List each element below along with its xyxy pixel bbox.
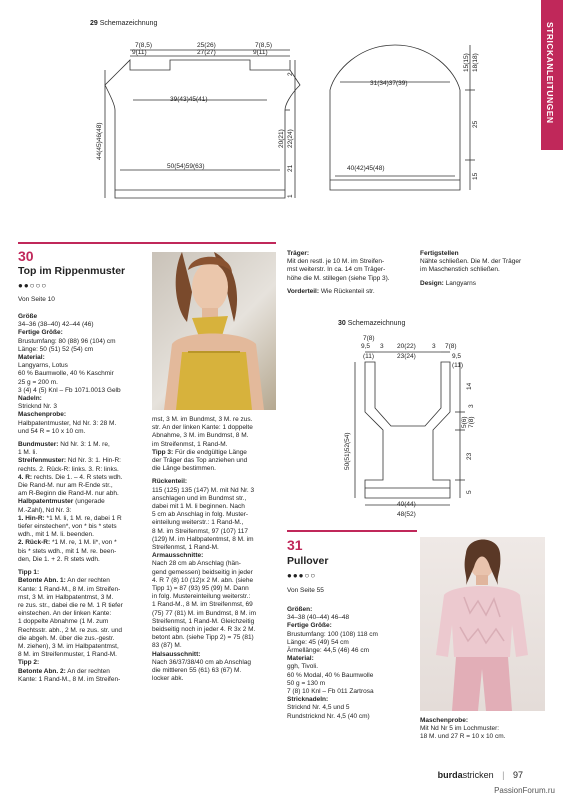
- text-line-body: Nähte schließen. Die M. der Träger: [420, 258, 522, 266]
- text-line: [18, 482, 150, 490]
- text-line-body: An der rechten: [65, 577, 110, 585]
- text-line-bold: Größe: [18, 313, 38, 320]
- text-line: [420, 250, 545, 258]
- text-line: [18, 668, 150, 676]
- text-line-body: 1 Rand-M., 8 M. im Streifenmst, 69: [152, 601, 253, 609]
- s29-sr1b: 18(18): [472, 53, 479, 72]
- text-line: [152, 457, 276, 465]
- text-line-bold: Halsausschnitt:: [152, 650, 201, 658]
- text-line-body: 8 M. im Streifenmst, 97 (107) 117: [152, 527, 248, 535]
- text-line: [152, 416, 276, 424]
- s30-b1: 40(44): [397, 501, 416, 508]
- schema-29-title: 29 Schemazeichnung: [90, 20, 158, 27]
- text-line-bold: Tipp 3:: [152, 448, 174, 456]
- text-line: [420, 266, 545, 274]
- article-30-col4: [420, 250, 545, 288]
- text-line: [18, 449, 150, 457]
- text-line-body: An der rechten: [65, 667, 110, 675]
- s29-cap: 31(34)37(39): [370, 80, 408, 87]
- text-line-body: bis * stets wdh., mit 1 M. re. been-: [18, 547, 117, 555]
- schema-29-drawing: [85, 30, 525, 230]
- s29-tr-a: 7(8,5): [255, 42, 272, 49]
- text-line-body: rechts. Die 1. – 4. R stets wdh.: [32, 473, 123, 481]
- text-line: [18, 498, 150, 506]
- text-line: [152, 634, 276, 642]
- s30-t3: (11): [363, 353, 375, 360]
- text-line: [18, 313, 150, 321]
- text-line: [152, 667, 276, 675]
- s29-tm-b: 27(27): [197, 49, 216, 56]
- text-line-bold: Fertige Größe:: [18, 329, 63, 337]
- text-line-body: (75) 77 (81) M. im Bundmst, 8 M. im: [152, 609, 257, 617]
- article-30-col1: [18, 313, 150, 684]
- text-line-body: mst, 3 M. im Halbpatentmst, 3 M.: [18, 593, 114, 601]
- text-line: [287, 655, 417, 663]
- s30-r3: 23: [466, 452, 473, 460]
- text-line: [287, 713, 417, 721]
- section-tab: [541, 0, 563, 150]
- text-line: [18, 338, 150, 346]
- text-line: [18, 676, 150, 684]
- text-line-body: Länge: 45 (49) 54 cm: [287, 638, 349, 646]
- schema-30-drawing: [335, 330, 525, 520]
- text-line-body: 1 M. li.: [18, 449, 38, 457]
- text-line-bold: Größen:: [287, 606, 313, 613]
- text-line: [287, 696, 417, 704]
- text-line: [152, 601, 276, 609]
- text-line: [18, 403, 150, 411]
- text-line: [18, 556, 150, 564]
- text-line-body: 60 % Baumwolle, 40 % Kaschmir: [18, 370, 114, 378]
- s29-left-h: 44(45)46(48): [96, 122, 103, 160]
- text-line: [18, 651, 150, 659]
- text-line: [18, 474, 150, 482]
- article-31-right: [420, 717, 545, 742]
- text-line-body: die abgeh. M. über die zus.-gestr.: [18, 634, 115, 642]
- text-line: [287, 704, 417, 712]
- photo-top-woman: [152, 252, 276, 410]
- text-line-body: beidseitig noch in jeder 4. R 3x 2 M.: [152, 626, 256, 634]
- s29-tl-b: 9(11): [132, 49, 147, 56]
- text-line: [152, 626, 276, 634]
- s30-t2: 9,5: [361, 343, 371, 350]
- text-line: [420, 717, 545, 725]
- text-line-body: Streifenmst, 1 Rand-M.: [152, 544, 219, 552]
- text-line-body: dabei mit 1 M. li beginnen. Nach: [152, 503, 245, 511]
- text-line: [152, 465, 276, 473]
- text-line: [18, 586, 150, 594]
- text-line: [18, 395, 150, 403]
- text-line: [420, 733, 545, 741]
- text-line-body: gend gemessen) beidseitig in jeder: [152, 568, 253, 576]
- text-line: [18, 420, 150, 428]
- photo-pullover-illustration: [420, 537, 545, 711]
- text-line-body: Ärmellänge: 44,5 (46) 46 cm: [287, 647, 370, 655]
- text-line-body: der Träger das Top anziehen und: [152, 457, 248, 465]
- text-line-body: höhe die M. stillegen (siehe Tipp 3).: [287, 274, 390, 282]
- text-line: [152, 544, 276, 552]
- article-30-number: 30: [18, 248, 34, 264]
- text-line-body: den, Die 1. + 2. R stets wdh.: [18, 555, 100, 563]
- text-line: [18, 411, 150, 419]
- text-line-body: locker abk.: [152, 675, 184, 683]
- text-line-body: Langyarns, Lotus: [18, 362, 68, 370]
- s30-t9: 9,5: [452, 353, 462, 360]
- text-line-body: Mit den restl. je 10 M. im Streifen-: [287, 258, 385, 266]
- text-line-body: wdh., mit 1 M. li. beenden.: [18, 531, 94, 539]
- article-30-difficulty: ●●○○○: [18, 281, 48, 290]
- text-line: [287, 275, 417, 283]
- text-line: [287, 606, 417, 614]
- text-line-body: M.-Zahl), Nd Nr. 3:: [18, 506, 72, 514]
- text-line: [287, 688, 417, 696]
- text-line: [18, 577, 150, 585]
- s30-t10: (11): [452, 362, 464, 369]
- text-line-bold: 4. R:: [18, 473, 33, 481]
- text-line: [287, 663, 417, 671]
- text-line-bold: 1. Hin-R:: [18, 514, 45, 522]
- text-line-body: Tipp 1) = 87 (93) 95 (99) M. Dann: [152, 585, 249, 593]
- text-line-body: mst, 3 M. im Bundmst, 3 M. re zus.: [152, 416, 253, 423]
- text-line-body: im Maschenstich schließen.: [420, 266, 500, 274]
- text-line-bold: Fertigstellen: [420, 250, 459, 257]
- text-line-body: Brustumfang: 100 (108) 118 cm: [287, 630, 378, 638]
- text-line-body: Rundstricknd Nr. 4,5 (40 cm): [287, 712, 370, 720]
- photo-pullover-woman: [420, 537, 545, 711]
- s30-t8: 7(8): [445, 343, 457, 350]
- text-line-body: 3 (4) 4 (5) Knl – Fb 1071.0013 Gelb: [18, 386, 121, 394]
- text-line-body: Stricknd Nr. 3: [18, 403, 58, 411]
- s30-r2a: 5(6): [461, 416, 468, 428]
- text-line: [287, 672, 417, 680]
- text-line-bold: 2. Rück-R:: [18, 539, 51, 547]
- photo-top-illustration: [152, 252, 276, 410]
- text-line-body: Nach 28 cm ab Anschlag (hän-: [152, 560, 241, 568]
- text-line: [287, 639, 417, 647]
- watermark: PassionForum.ru: [494, 786, 555, 795]
- s30-r2b: 7(8): [468, 416, 475, 428]
- text-line-body: anschlagen und im Bundmst str.,: [152, 494, 247, 502]
- text-line: [18, 548, 150, 556]
- text-line: [152, 519, 276, 527]
- text-line-bold: Tipp 2:: [18, 659, 40, 667]
- s29-hem: 50(54)59(63): [167, 163, 205, 170]
- text-line: [18, 507, 150, 515]
- text-line-body: 7 (8) 10 Knl – Fb 011 Zartrosa: [287, 688, 374, 696]
- s30-t4: 3: [380, 343, 384, 350]
- text-line-body: Wie Rückenteil str.: [319, 287, 375, 295]
- text-line: [18, 428, 150, 436]
- s29-r2b: 22(24): [287, 129, 294, 148]
- text-line-bold: Halbpatentmuster: [18, 498, 74, 506]
- s29-r2a: 20(21): [278, 129, 285, 148]
- text-line-body: 8 M. im Streifenmuster, 1 Rand-M.: [18, 651, 117, 659]
- text-line: [18, 659, 150, 667]
- text-line-body: einteilung weiterstr.: 1 Rand-M.,: [152, 519, 244, 527]
- text-line-bold: Rückenteil:: [152, 478, 188, 486]
- text-line: [152, 441, 276, 449]
- text-line: [152, 552, 276, 560]
- text-line: [152, 618, 276, 626]
- text-line-bold: Tipp 1:: [18, 569, 40, 577]
- text-line-body: mst weiterstr. In ca. 14 cm Träger-: [287, 266, 386, 274]
- text-line-bold: Armausschnitte:: [152, 552, 204, 560]
- text-line-body: Länge: 50 (51) 52 (54) cm: [18, 345, 94, 353]
- article-31-difficulty: ●●●○○: [287, 571, 317, 580]
- article-31-number: 31: [287, 537, 303, 553]
- text-line-body: betont abn. (siehe Tipp 2) = 75 (81): [152, 634, 254, 642]
- text-line: [287, 680, 417, 688]
- article-30-col2: [152, 416, 276, 684]
- text-line-body: tiefer einstechen*, von * bis * stets: [18, 523, 117, 531]
- text-line-body: am R-Beginn die Rand-M. nur abh.: [18, 490, 119, 498]
- text-line: [18, 387, 150, 395]
- text-line-body: re zus. str., dabei die re M. 1 R tiefer: [18, 601, 123, 609]
- text-line: [152, 651, 276, 659]
- text-line-body: 18 M. und 27 R = 10 x 10 cm.: [420, 733, 506, 741]
- s29-r1: 2: [287, 72, 294, 76]
- text-line-body: 25 g = 200 m.: [18, 378, 58, 386]
- text-line-bold: Maschenprobe:: [18, 411, 67, 419]
- s29-sr3: 15: [472, 172, 479, 180]
- text-line: [152, 642, 276, 650]
- text-line-body: 83 (87) M.: [152, 642, 182, 650]
- s29-cuff: 40(42)45(48): [347, 165, 385, 172]
- text-line: [287, 614, 417, 622]
- text-line: [287, 631, 417, 639]
- text-line-body: 50 g = 130 m: [287, 679, 326, 687]
- text-line: [18, 515, 150, 523]
- s29-tl-a: 7(8,5): [135, 42, 152, 49]
- text-line: [152, 503, 276, 511]
- text-line-body: 115 (125) 135 (147) M. mit Nd Nr. 3: [152, 486, 255, 494]
- text-line: [420, 258, 545, 266]
- footer-brand-rest: stricken: [462, 770, 494, 780]
- text-line: [287, 288, 417, 296]
- text-line-body: M. ziehen), 3 M. im Halbpatentmst,: [18, 642, 119, 650]
- text-line-bold: Streifenmuster:: [18, 457, 67, 465]
- text-line-body: *1 M. re, 1 M. li*, von *: [50, 539, 117, 547]
- text-line: [420, 725, 545, 733]
- text-line-body: ggh, Tivoli.: [287, 663, 319, 671]
- rule-31: [287, 530, 417, 532]
- text-line-body: *1 M. li, 1 M. re, dabei 1 R: [44, 514, 122, 522]
- text-line-body: im Streifenmst, 1 Rand-M.: [152, 440, 228, 448]
- text-line: [18, 523, 150, 531]
- text-line-body: und 54 R = 10 x 10 cm.: [18, 427, 86, 435]
- text-line: [152, 424, 276, 432]
- text-line: [152, 432, 276, 440]
- text-line-body: die Länge bestimmen.: [152, 465, 216, 473]
- text-line: [18, 441, 150, 449]
- text-line: [18, 610, 150, 618]
- text-line-bold: Vorderteil:: [287, 287, 320, 295]
- text-line-body: (129) M. im Halbpatentmst, 8 M. im: [152, 535, 254, 543]
- s30-t7: 3: [432, 343, 436, 350]
- s30-t6: 23(24): [397, 353, 416, 360]
- text-line: [18, 321, 150, 329]
- s29-bust: 39(43)45(41): [170, 96, 208, 103]
- text-line: [18, 346, 150, 354]
- s30-b2: 48(52): [397, 511, 416, 518]
- text-line-body: Abnahme, 3 M. im Bundmst, 8 M.: [152, 432, 249, 440]
- text-line: [152, 560, 276, 568]
- text-line: [152, 511, 276, 519]
- text-line: [18, 466, 150, 474]
- article-30-title: Top im Rippenmuster: [18, 265, 126, 277]
- text-line: [152, 487, 276, 495]
- text-line: [152, 675, 276, 683]
- s30-r1: 14: [466, 382, 473, 390]
- text-line-body: in folg. Mustereinteilung weiterstr.:: [152, 593, 251, 601]
- text-line: [18, 354, 150, 362]
- text-line: [18, 370, 150, 378]
- text-line: [152, 659, 276, 667]
- text-line: [18, 635, 150, 643]
- text-line: [18, 379, 150, 387]
- text-line-bold: Material:: [18, 354, 45, 362]
- text-line-body: 34–38 (40–44) 46–48: [287, 614, 350, 622]
- text-line: [152, 577, 276, 585]
- text-line: [152, 478, 276, 486]
- article-31-ref: Von Seite 55: [287, 587, 324, 594]
- text-line-bold: Betonte Abn. 2:: [18, 667, 66, 675]
- s29-sr2: 25: [472, 120, 479, 128]
- text-line: [18, 362, 150, 370]
- text-line-body: (ungerade: [73, 498, 105, 506]
- text-line-body: Kante: 1 Rand-M., 8 M. im Streifen-: [18, 675, 121, 683]
- text-line-body: Mit Nd Nr 5 im Lochmuster:: [420, 725, 500, 733]
- text-line-body: 5 cm ab Anschlag in folg. Muster-: [152, 511, 249, 519]
- text-line: [18, 643, 150, 651]
- text-line: [420, 280, 545, 288]
- text-line: [18, 490, 150, 498]
- s29-tr-b: 9(11): [253, 49, 268, 56]
- text-line: [152, 495, 276, 503]
- text-line-bold: Nadeln:: [18, 395, 42, 403]
- text-line-body: Halbpatentmuster, Nd Nr. 3: 28 M.: [18, 419, 117, 427]
- article-31-col: [287, 606, 417, 721]
- article-30-col3: [287, 250, 417, 296]
- rule-30: [18, 242, 276, 244]
- text-line-bold: Betonte Abn. 1:: [18, 577, 66, 585]
- text-line: [152, 585, 276, 593]
- text-line-body: Nach 36/37/38/40 cm ab Anschlag: [152, 658, 252, 666]
- page-footer: burdastricken | 97: [437, 770, 523, 780]
- text-line-body: Nd Nr. 3: 1. Hin-R:: [66, 457, 121, 465]
- text-line: [152, 449, 276, 457]
- s29-r4: 1: [287, 194, 294, 198]
- text-line-body: Für die endgültige Länge: [173, 448, 247, 456]
- s30-t5: 20(22): [397, 343, 416, 350]
- text-line-body: Nd Nr. 3: 1 M. re,: [58, 441, 110, 449]
- text-line: [287, 258, 417, 266]
- text-line: [18, 531, 150, 539]
- text-line-body: Die Rand-M. nur am R-Ende str.,: [18, 482, 113, 490]
- text-line: [18, 618, 150, 626]
- text-line: [18, 569, 150, 577]
- text-line: [287, 647, 417, 655]
- text-line-body: 1 doppelte Abnahme (1 M. zum: [18, 618, 109, 626]
- s30-r2c: 3: [468, 404, 475, 408]
- text-line: [287, 250, 417, 258]
- section-tab-label: STRICKANLEITUNGEN: [545, 22, 555, 124]
- text-line-body: Langyarns: [443, 279, 477, 287]
- text-line: [152, 536, 276, 544]
- text-line-body: die mittleren 55 (61) 63 (67) M.: [152, 667, 242, 675]
- text-line: [18, 457, 150, 465]
- text-line-body: Brustumfang: 80 (88) 96 (104) cm: [18, 337, 116, 345]
- text-line: [152, 569, 276, 577]
- text-line-bold: Material:: [287, 655, 314, 663]
- s29-r3: 21: [287, 164, 294, 172]
- text-line-body: 34–36 (38–40) 42–44 (46): [18, 321, 94, 329]
- s30-left-h: 50(51)52(54): [344, 432, 351, 470]
- text-line: [18, 539, 150, 547]
- text-line-bold: Bundmuster:: [18, 441, 59, 449]
- text-line: [18, 329, 150, 337]
- footer-brand-bold: burda: [437, 770, 463, 780]
- text-line-bold: Träger:: [287, 250, 310, 257]
- text-line-bold: Design:: [420, 279, 444, 287]
- footer-page: 97: [512, 770, 523, 780]
- s29-sr1a: 15(15): [463, 53, 470, 72]
- schema-30-title: 30 Schemazeichnung: [338, 320, 406, 327]
- article-30-ref: Von Seite 10: [18, 296, 55, 303]
- text-line-bold: Stricknadeln:: [287, 696, 329, 704]
- text-line-body: 60 % Modal, 40 % Baumwolle: [287, 671, 374, 679]
- text-line: [18, 627, 150, 635]
- text-line: [287, 622, 417, 630]
- text-line: [18, 594, 150, 602]
- text-line: [287, 266, 417, 274]
- text-line-body: rechts. 2. Rück-R: links. 3. R: links.: [18, 465, 119, 473]
- article-31-title: Pullover: [287, 555, 329, 567]
- text-line: [152, 610, 276, 618]
- s29-tm-a: 25(26): [197, 42, 216, 49]
- text-line-body: 4. R 7 (8) 10 (12)x 2 M. abn. (siehe: [152, 576, 254, 584]
- s30-r4: 5: [466, 490, 473, 494]
- text-line: [152, 593, 276, 601]
- text-line-bold: Maschenprobe:: [420, 717, 469, 724]
- text-line-body: Kante: 1 Rand-M., 8 M. im Streifen-: [18, 585, 121, 593]
- text-line-body: einstechen. An der linken Kante:: [18, 610, 112, 618]
- text-line-body: Streifenmst, 1 Rand-M. Gleichzeitig: [152, 617, 255, 625]
- text-line: [152, 528, 276, 536]
- text-line-body: str. An der linken Kante: 1 doppelte: [152, 424, 253, 432]
- text-line-body: Rechtsstr. abh., 2 M. re zus. str. und: [18, 626, 123, 634]
- text-line: [18, 602, 150, 610]
- s30-t1: 7(8): [363, 335, 375, 342]
- text-line-body: Stricknd Nr. 4,5 und 5: [287, 704, 350, 712]
- text-line-bold: Fertige Größe:: [287, 622, 332, 630]
